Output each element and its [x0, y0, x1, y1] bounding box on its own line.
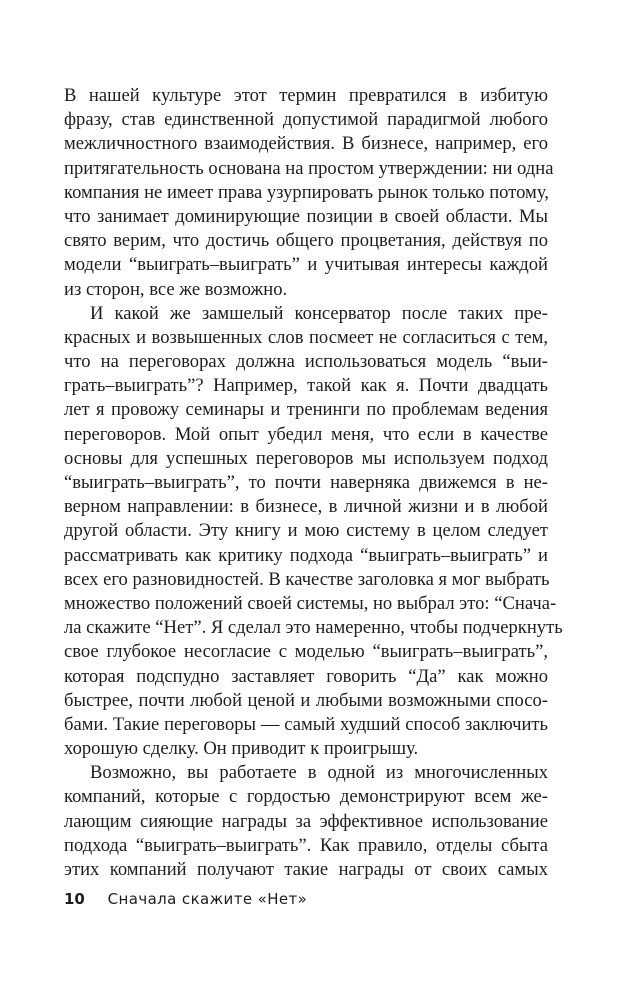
text-line: хорошую сделку. Он приводит к проигрышу. — [64, 738, 419, 760]
text-line: “выиграть–выиграть”, то почти наверняка движемся в не- — [64, 472, 548, 493]
text-line: быстрее, почти любой ценой и любыми возможными спосо- — [64, 689, 548, 711]
text-line: что занимает доминирующие позиции в своей области. Мы — [64, 205, 548, 227]
text-line: бами. Такие переговоры — самый худший способ заключить — [64, 713, 548, 735]
text-line: которая подспудно заставляет говорить “Да” как можно — [64, 665, 548, 687]
text-line: грать–выиграть”? Например, такой как я. Почти двадцать — [64, 375, 548, 397]
running-title: Сначала скажите «Нет» — [107, 890, 308, 908]
text-line: притягательность основана на простом утверждении: ни одна — [64, 157, 554, 179]
text-line: из сторон, все же возможно. — [64, 278, 288, 300]
text-line: подхода “выиграть–выиграть”. Как правило, отделы сбыта — [64, 834, 548, 856]
paragraph-3 — [64, 761, 548, 882]
text-line: основы для успешных переговоров мы используем подход — [64, 447, 548, 469]
text-line: свято верим, что достичь общего процветания, действуя по — [64, 230, 548, 252]
text-line: этих компаний получают такие награды от своих самых — [64, 859, 548, 880]
page-number: 10 — [64, 890, 85, 908]
text-line: фразу, став единственной допустимой парадигмой любого — [64, 109, 548, 131]
text-line: межличностного взаимодействия. В бизнесе, например, его — [64, 133, 548, 155]
text-line: Возможно, вы работаете в одной из многочисленных — [90, 762, 548, 784]
paragraph-2 — [64, 302, 563, 762]
text-line: модели “выиграть–выиграть” и учитывая интересы каждой — [64, 254, 548, 276]
text-line: лет я провожу семинары и тренинги по проблемам ведения — [64, 399, 548, 421]
text-line: что на переговорах должна использоваться модель “выи- — [64, 351, 548, 373]
body-text — [64, 84, 563, 882]
text-line: красных и возвышенных слов посмеет не согласиться с тем, — [64, 326, 548, 348]
page-footer — [64, 890, 307, 908]
text-line: компаний, которые с гордостью демонстрируют всем же- — [64, 786, 548, 808]
text-line: всех его разновидностей. В качестве заголовка я мог выбрать — [64, 568, 550, 590]
text-line: лающим сияющие награды за эффективное использование — [64, 810, 548, 832]
text-line: верном направлении: в бизнесе, в личной жизни и в любой — [64, 496, 548, 518]
text-line: В нашей культуре этот термин превратился в избитую — [64, 85, 548, 106]
text-line: переговоров. Мой опыт убедил меня, что если в качестве — [64, 423, 548, 445]
text-line: множество положений своей системы, но выбрал это: “Снача- — [64, 592, 557, 614]
text-line: ла скажите “Нет”. Я сделал это намеренно, чтобы подчеркнуть — [64, 617, 563, 639]
text-line: И какой же замшелый консерватор после таких пре- — [90, 302, 548, 324]
text-line: рассматривать как критику подхода “выиграть–выиграть” и — [64, 544, 548, 566]
text-line: компания не имеет права узурпировать рынок только потому, — [64, 181, 549, 203]
text-line: другой области. Эту книгу и мою систему в целом следует — [64, 520, 548, 542]
paragraph-1 — [64, 84, 554, 302]
text-line: свое глубокое несогласие с моделью “выиграть–выиграть”, — [64, 641, 548, 663]
